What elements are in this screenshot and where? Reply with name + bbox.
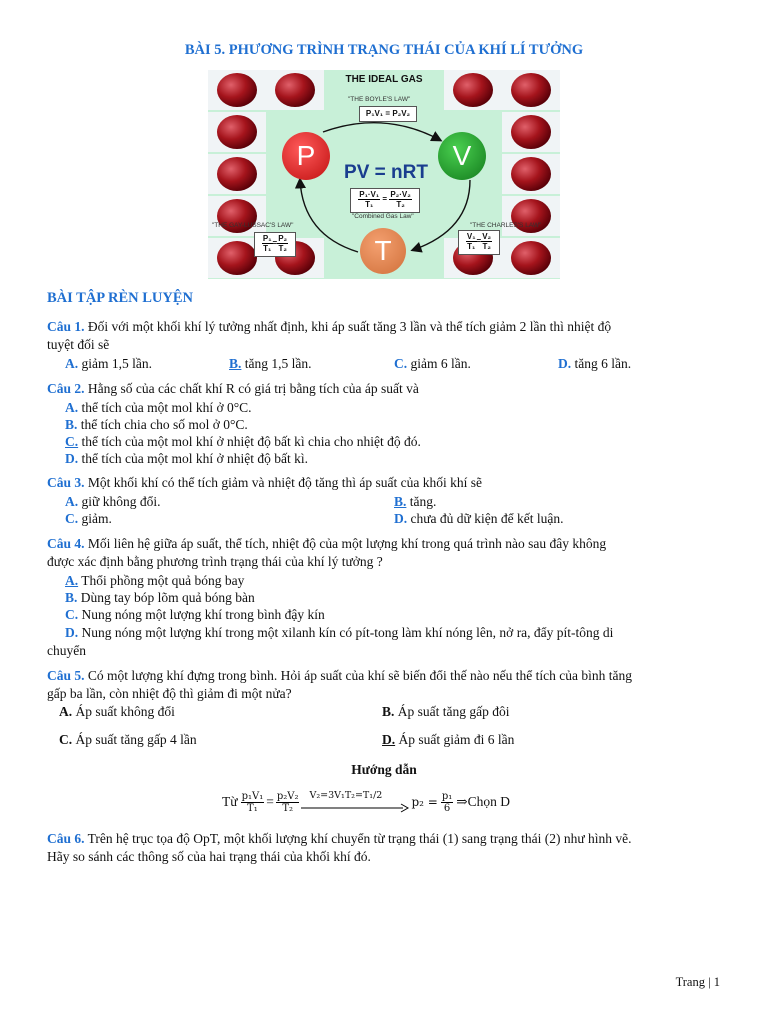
option-c — [65, 434, 421, 450]
question-text: Hằng số của các chất khí R có giá trị bằng tích của áp suất và — [84, 381, 419, 396]
guide-den-2: T₂ — [282, 802, 293, 814]
option-key: D. — [65, 625, 79, 640]
guide-den-3: 6 — [443, 802, 451, 814]
page-title: BÀI 5. PHƯƠNG TRÌNH TRẠNG THÁI CỦA KHÍ LÍ TƯỞNG — [184, 42, 584, 58]
option-a — [65, 400, 252, 416]
volume-circle: V — [438, 132, 486, 180]
option-text: giảm. — [78, 511, 112, 526]
option-key: B. — [394, 494, 407, 509]
gl-den-left: T₁ — [263, 244, 272, 253]
combined-num-left: P₁·V₁ — [359, 190, 380, 199]
gl-num-right: P₂ — [278, 234, 288, 243]
option-key: B. — [382, 704, 395, 719]
question-4 — [47, 535, 721, 570]
gl-den-right: T₂ — [278, 244, 287, 253]
question-text: Có một lượng khí đựng trong bình. Hỏi áp suất của khí sẽ biến đổi thế nào nếu thể tích của bình tăng — [84, 668, 632, 683]
option-text: thể tích của một mol khí ở nhiệt độ bất kì. — [78, 451, 308, 466]
option-text: giữ không đổi. — [78, 494, 161, 509]
guide-den-1: T₁ — [247, 802, 258, 814]
combined-den-left: T₁ — [365, 200, 374, 209]
option-b — [382, 704, 510, 720]
option-text: Thổi phồng một quả bóng bay — [78, 573, 245, 588]
question-label: Câu 1. — [47, 319, 85, 334]
option-text: giảm 1,5 lần. — [78, 356, 152, 371]
question-text: Mối liên hệ giữa áp suất, thể tích, nhiệt độ của một lượng khí trong quá trình nào sau đây không — [84, 536, 607, 551]
option-c — [394, 356, 471, 372]
option-c — [65, 607, 325, 623]
option-key: B. — [229, 356, 242, 371]
option-c — [59, 732, 197, 748]
option-key: C. — [59, 732, 73, 747]
question-label: Câu 4. — [47, 536, 85, 551]
option-a — [65, 494, 160, 510]
option-text: Dùng tay bóp lõm quả bóng bàn — [77, 590, 255, 605]
ch-den-left: T₁ — [467, 242, 476, 251]
guide-prefix: Từ — [222, 794, 238, 809]
option-text: Nung nóng một lượng khí trong một xilanh kín có pít-tong làm khí nóng lên, nở ra, đẩy pít-tông di — [78, 625, 614, 640]
option-text: thể tích của một mol khí ở nhiệt độ bất kì chia cho nhiệt độ đó. — [78, 434, 421, 449]
combined-law-equation: $\frac{\text{P₁·V₁}}{\text{T₁}}$ = $\frac{\text{P₂·V₂}}{\text{T₂}}$ — [350, 188, 420, 213]
option-b — [65, 590, 255, 606]
guide-num-2: p₂V₂ — [276, 790, 299, 802]
question-text: Đối với một khối khí lý tưởng nhất định, khi áp suất tăng 3 lần và thể tích giảm 2 lần thì nhiệt độ — [84, 319, 612, 334]
option-key: C. — [65, 607, 79, 622]
question-text: tuyệt đối sẽ — [47, 336, 110, 352]
guide-arrow-label: V₂=3V₁T₂=T₁/2 — [309, 790, 383, 801]
gl-num-left: P₁ — [262, 234, 272, 243]
question-label: Câu 5. — [47, 668, 85, 683]
guide-num-3: p₁ — [441, 790, 453, 802]
combined-num-right: P₂·V₂ — [390, 190, 411, 199]
figure-heading: THE IDEAL GAS — [345, 74, 423, 85]
guide-num-1: p₁V₁ — [241, 790, 264, 802]
question-text: Một khối khí có thể tích giảm và nhiệt độ tăng thì áp suất của khối khí sẽ — [84, 475, 482, 490]
option-key: A. — [65, 573, 79, 588]
question-3 — [47, 475, 482, 491]
pressure-circle: P — [282, 132, 330, 180]
combined-law-label: "Combined Gas Law" — [352, 213, 414, 220]
option-d — [65, 451, 308, 467]
section-heading: BÀI TẬP RÈN LUYỆN — [47, 290, 193, 306]
option-text: tăng. — [406, 494, 437, 509]
option-key: D. — [65, 451, 79, 466]
option-b — [394, 494, 436, 510]
option-text: giảm 6 lần. — [407, 356, 471, 371]
option-key: C. — [65, 511, 79, 526]
option-text: tăng 1,5 lần. — [241, 356, 312, 371]
guide-equals: = — [266, 794, 274, 809]
question-2 — [47, 381, 419, 397]
question-label: Câu 3. — [47, 475, 85, 490]
ch-num-right: V₂ — [482, 232, 492, 241]
question-1 — [47, 318, 721, 353]
option-text: chuyển — [47, 642, 86, 658]
option-a — [59, 704, 175, 720]
question-label: Câu 6. — [47, 831, 85, 846]
charles-equation: $\frac{\text{V₁}}{\text{T₁}}$ = $\frac{\text{V₂}}{\text{T₂}}$ — [458, 230, 500, 255]
option-key: C. — [394, 356, 408, 371]
option-a — [65, 573, 244, 589]
option-key: A. — [65, 356, 79, 371]
guide-arrow — [301, 787, 409, 817]
option-text: Áp suất giảm đi 6 lần — [395, 732, 515, 747]
question-text: Hãy so sánh các thông số của hai trạng thái của khối khí đó. — [47, 848, 371, 864]
option-text: thể tích chia cho số mol ở 0°C. — [77, 417, 248, 432]
combined-den-right: T₂ — [396, 200, 405, 209]
guide-p2: p₂ = — [411, 795, 438, 809]
boyle-label: "THE BOYLE'S LAW" — [348, 96, 411, 103]
option-c — [65, 511, 112, 527]
ch-den-right: T₂ — [482, 242, 491, 251]
option-d — [558, 356, 631, 372]
option-key: B. — [65, 590, 78, 605]
option-key: D. — [382, 732, 396, 747]
option-text: Nung nóng một lượng khí trong bình đậy kín — [78, 607, 325, 622]
option-key: A. — [65, 400, 79, 415]
option-text: tăng 6 lần. — [571, 356, 632, 371]
question-label: Câu 2. — [47, 381, 85, 396]
charles-label: "THE CHARLES'S LAW" — [470, 222, 542, 229]
option-text: chưa đủ dữ kiện để kết luận. — [407, 511, 564, 526]
option-key: D. — [394, 511, 408, 526]
option-text: thể tích của một mol khí ở 0°C. — [78, 400, 252, 415]
option-text: Áp suất tăng gấp 4 lần — [72, 732, 197, 747]
question-text: Trên hệ trục tọa độ OpT, một khối lượng khí chuyển từ trạng thái (1) sang trạng thái (2) như hình vẽ. — [84, 831, 632, 846]
boyle-equation: P₁V₁ = P₂V₂ — [359, 106, 417, 122]
temperature-circle: T — [360, 228, 406, 274]
guide-title: Hướng dẫn — [351, 762, 417, 777]
option-text: Áp suất không đổi — [72, 704, 175, 719]
guide-formula — [222, 782, 510, 822]
gay-lussac-equation: $\frac{\text{P₁}}{\text{T₁}}$ = $\frac{\text{P₂}}{\text{T₂}}$ — [254, 232, 296, 257]
option-b — [229, 356, 312, 372]
option-b — [65, 417, 248, 433]
page-number: Trang | 1 — [675, 975, 720, 989]
ch-num-left: V₁ — [466, 232, 476, 241]
option-d — [394, 511, 563, 527]
ideal-gas-equation: PV = nRT — [344, 162, 428, 183]
question-6 — [47, 830, 721, 865]
option-key: A. — [65, 494, 79, 509]
right-arrow-icon — [301, 803, 409, 813]
option-key: D. — [558, 356, 572, 371]
option-d — [47, 624, 721, 659]
option-a — [65, 356, 152, 372]
option-d — [382, 732, 514, 748]
guide-result: ⇒Chọn D — [456, 794, 510, 809]
option-text: Áp suất tăng gấp đôi — [394, 704, 510, 719]
option-key: A. — [59, 704, 73, 719]
question-5 — [47, 667, 721, 702]
ideal-gas-figure — [208, 70, 560, 279]
option-key: C. — [65, 434, 79, 449]
question-text: được xác định bằng phương trình trạng thái của khí lý tưởng ? — [47, 553, 383, 569]
option-key: B. — [65, 417, 78, 432]
question-text: gấp ba lần, còn nhiệt độ thì giảm đi một nửa? — [47, 685, 292, 701]
gay-lussac-label: "THE GAY-LUSSAC'S LAW" — [212, 222, 294, 229]
